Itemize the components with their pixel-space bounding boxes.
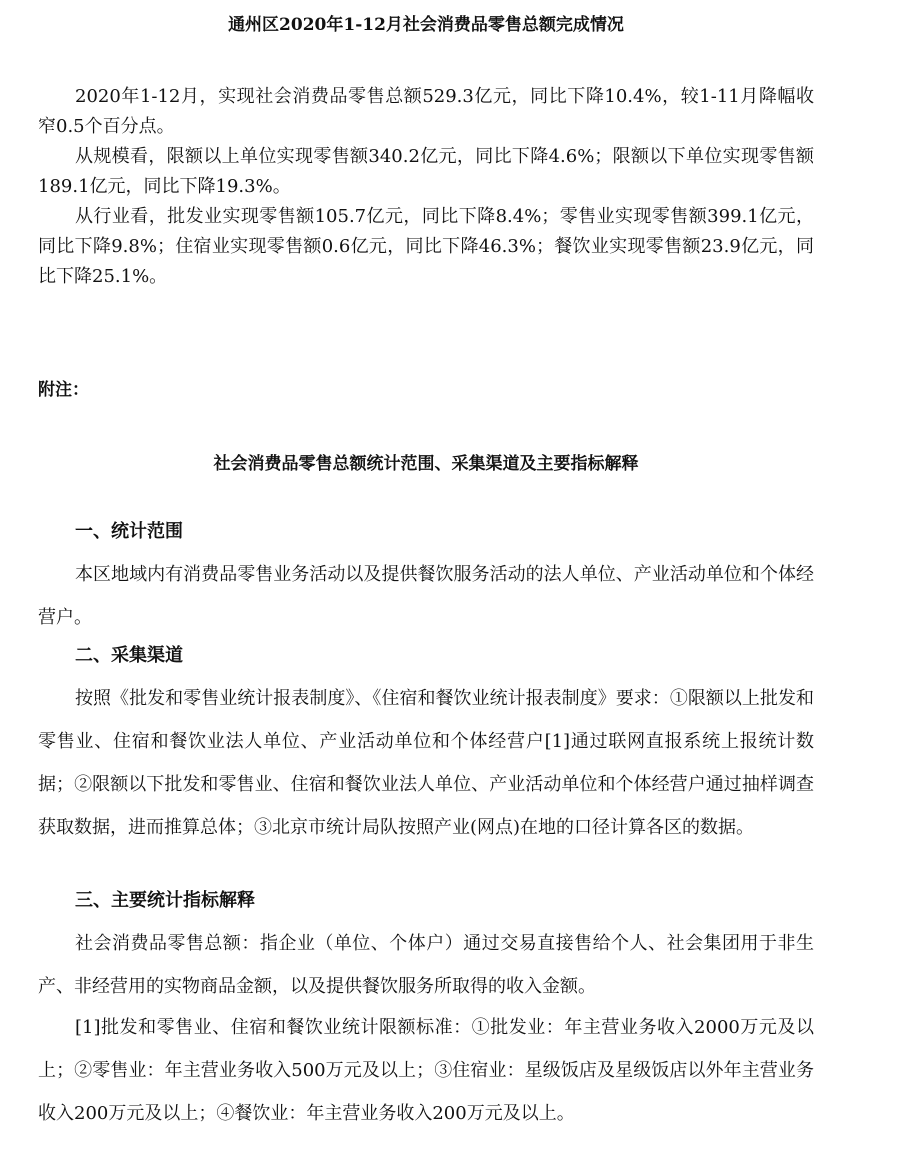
section-body-channels: 按照《批发和零售业统计报表制度》、《住宿和餐饮业统计报表制度》要求：①限额以上批发和零售业、住宿和餐饮业法人单位、产业活动单位和个体经营户[1]通过联网直报系统上报统计数据；②限额以下批发和零售业、住宿和餐饮业法人单位、产业活动单位和个体经营户通过抽样调查获取数据，进而推算总体；③北京市统计局队按照产业(网点)在地的口径计算各区的数据。: [38, 688, 814, 838]
note-label: 附注：: [38, 380, 89, 400]
section-heading-scope: 一、统计范围: [75, 521, 183, 542]
summary-paragraph-total: 2020年1-12月，实现社会消费品零售总额529.3亿元，同比下降10.4%，较1-11月降幅收窄0.5个百分点。: [38, 86, 814, 137]
section-heading-indicators: 三、主要统计指标解释: [75, 890, 255, 911]
summary-paragraph-industry: 从行业看，批发业实现零售额105.7亿元，同比下降8.4%；零售业实现零售额399.1亿元，同比下降9.8%；住宿业实现零售额0.6亿元，同比下降46.3%；餐饮业实现零售额23.9亿元，同比下降25.1%。: [38, 206, 814, 287]
footnote: [1]批发和零售业、住宿和餐饮业统计限额标准：①批发业：年主营业务收入2000万元及以上；②零售业：年主营业务收入500万元及以上；③住宿业：星级饭店及星级饭店以外年主营业务收入200万元及以上；④餐饮业：年主营业务收入200万元及以上。: [38, 1017, 814, 1124]
section-body-indicators: 社会消费品零售总额：指企业（单位、个体户）通过交易直接售给个人、社会集团用于非生产、非经营用的实物商品金额，以及提供餐饮服务所取得的收入金额。: [38, 933, 814, 997]
appendix-title: 社会消费品零售总额统计范围、采集渠道及主要指标解释: [213, 454, 639, 474]
document-title: 通州区2020年1-12月社会消费品零售总额完成情况: [228, 15, 624, 35]
summary-paragraph-scale: 从规模看，限额以上单位实现零售额340.2亿元，同比下降4.6%；限额以下单位实现零售额189.1亿元，同比下降19.3%。: [38, 146, 814, 197]
section-body-scope: 本区地域内有消费品零售业务活动以及提供餐饮服务活动的法人单位、产业活动单位和个体经营户。: [38, 564, 814, 628]
section-heading-channels: 二、采集渠道: [75, 645, 183, 666]
